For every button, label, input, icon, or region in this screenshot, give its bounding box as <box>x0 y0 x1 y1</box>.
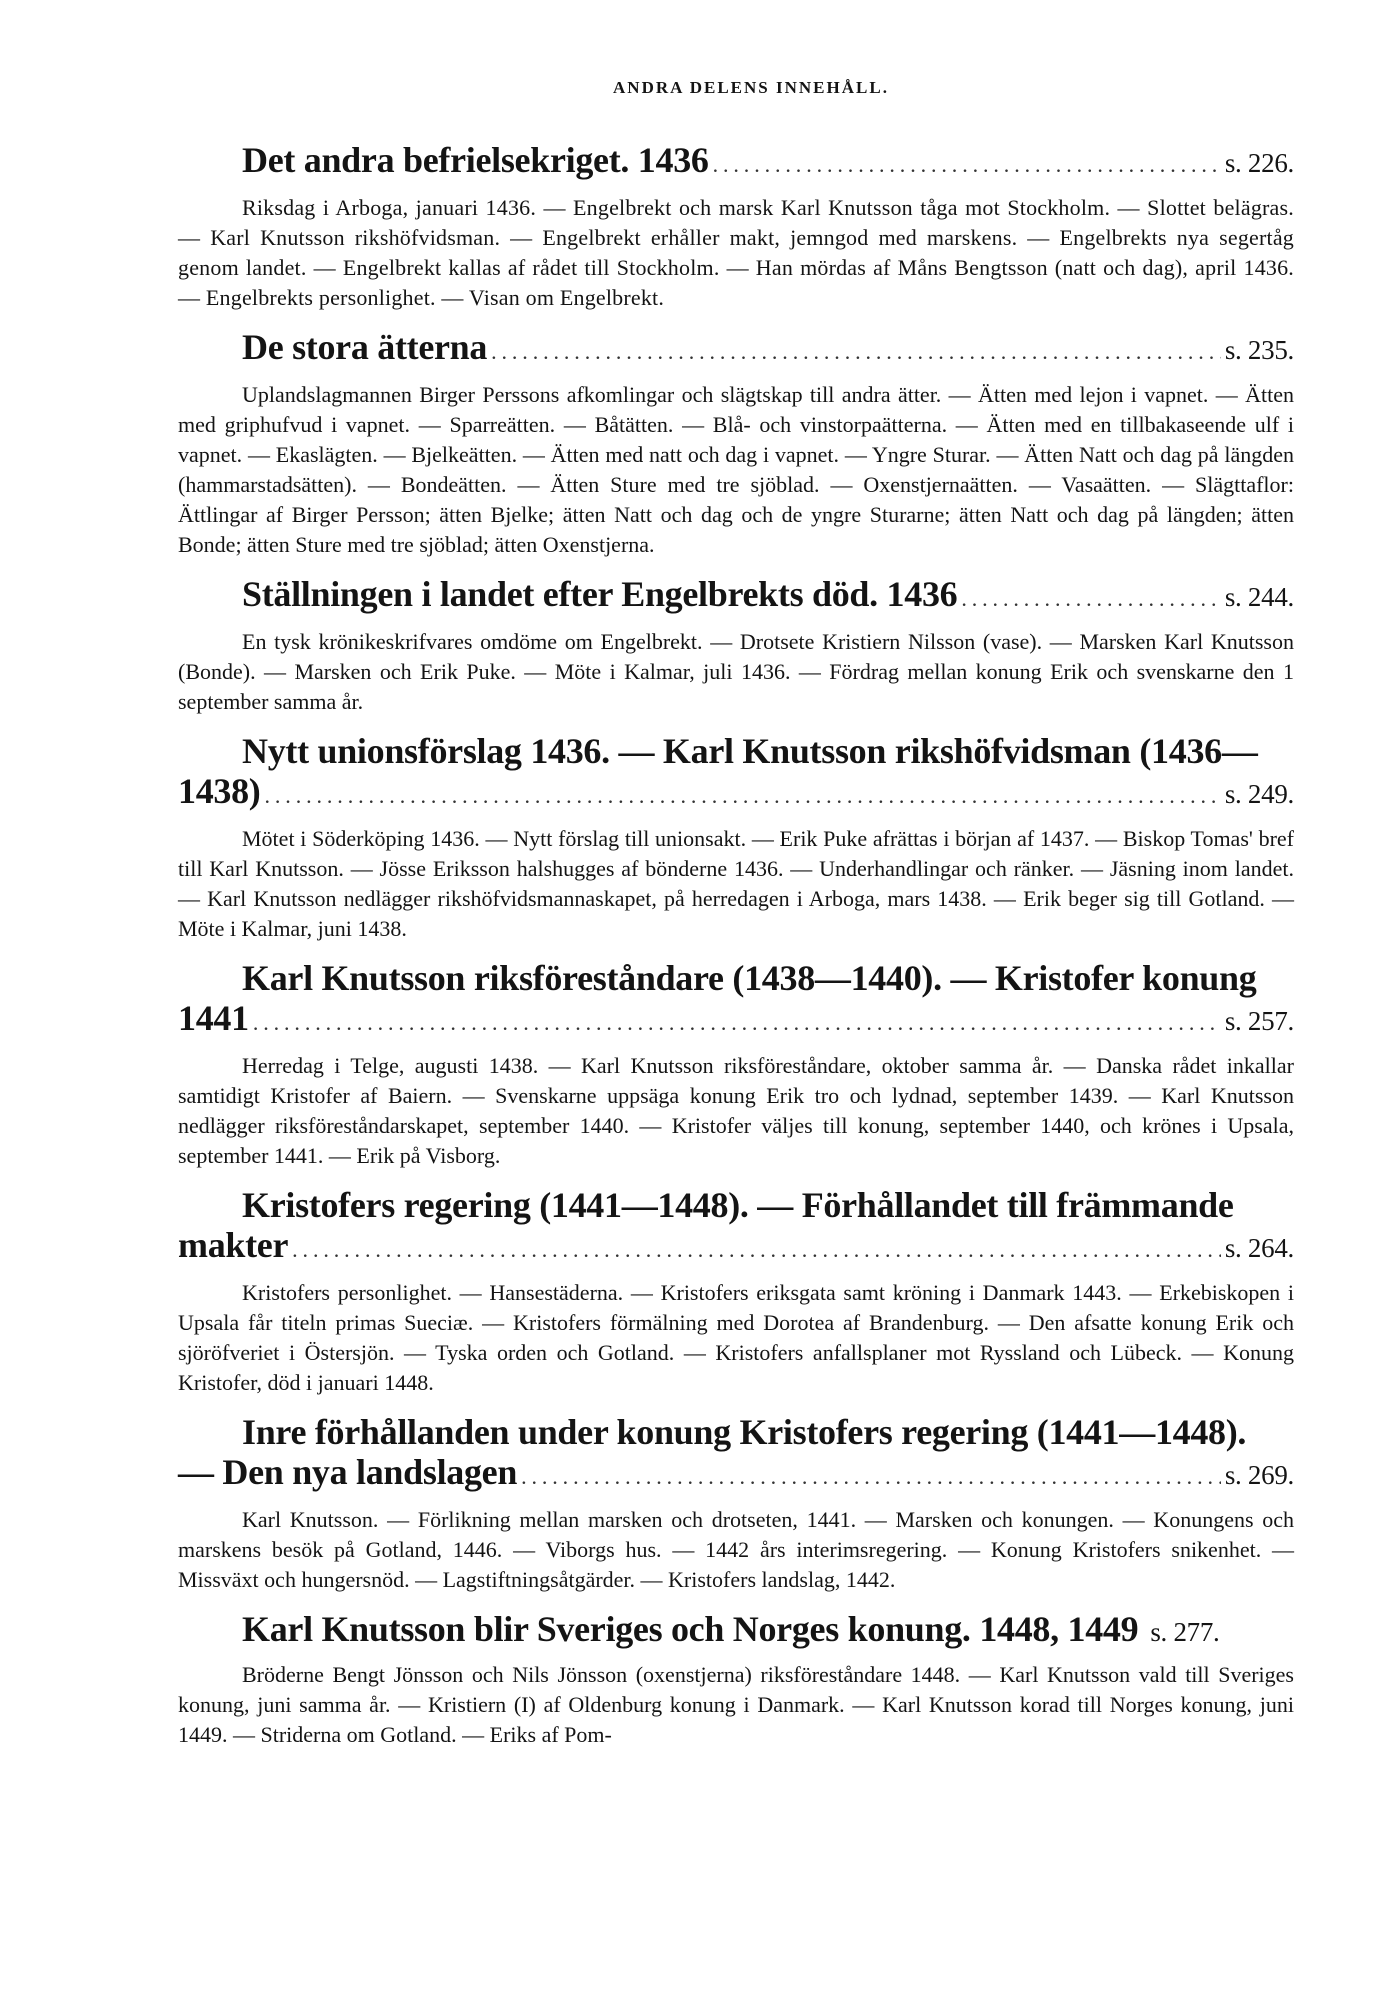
chapter-heading <box>178 1412 1294 1497</box>
page-reference: s. 244. <box>1224 582 1294 612</box>
chapter-summary: Mötet i Söderköping 1436. — Nytt förslag till unionsakt. — Erik Puke afrättas i början af 1437. — Biskop Tomas' bref till Karl Knutsson. — Jösse Eriksson halshugges af bönderne 1436. — Underhandlingar och ränker. — Jäsning inom landet. — Karl Knutsson nedlägger rikshöfvidsmannaskapet, på herredagen i Arboga, mars 1438. — Erik beger sig till Gotland. — Möte i Kalmar, juni 1438. <box>178 826 1294 941</box>
chapter-heading <box>178 574 1294 619</box>
chapter-entry <box>178 731 1294 944</box>
chapter-entry <box>178 1185 1294 1398</box>
chapter-heading <box>178 1609 1294 1652</box>
chapter-summary: Uplandslagmannen Birger Perssons afkomlingar och slägtskap till andra ätter. — Ätten med lejon i vapnet. — Ätten med griphufvud i vapnet. — Sparreätten. — Båtätten. — Blå- och vinstorpaätterna. — Ätten med en tillbakaseende ulf i vapnet. — Ekaslägten. — Bjelkeätten. — Ätten med natt och dag i vapnet. — Yngre Sturar. — Ätten Natt och dag på längden (hammarstadsätten). — Bondeätten. — Ätten Sture med tre sjöblad. — Oxenstjernaätten. — Vasaätten. — Slägttaflor: Ättlingar af Birger Persson; ätten Bjelke; ätten Natt och dag och de yngre Sturarne; ätten Natt och dag på längden; ätten Bonde; ätten Sture med tre sjöblad; ätten Oxenstjerna. <box>178 382 1294 557</box>
chapter-title-line-1: Kristofers regering (1441—1448). — Förhållandet till främmande <box>242 1185 1234 1225</box>
chapter-heading <box>178 1185 1294 1270</box>
chapter-title: Ställningen i landet efter Engelbrekts död. 1436 <box>242 574 958 614</box>
chapter-heading <box>178 958 1294 1043</box>
chapter-entry <box>178 958 1294 1171</box>
leader-dots <box>292 1230 1221 1270</box>
chapter-title-line-1: Karl Knutsson riksföreståndare (1438—1440). — Kristofer konung <box>242 958 1257 998</box>
running-head: ANDRA DELENS INNEHÅLL. <box>613 78 889 97</box>
chapter-title-line-2: 1438) <box>178 771 261 811</box>
page-reference: s. 277. <box>1150 1617 1220 1647</box>
page-reference: s. 226. <box>1224 148 1294 178</box>
chapter-title-line-2: makter <box>178 1225 289 1265</box>
leader-dots <box>961 579 1220 619</box>
chapter-entry <box>178 327 1294 560</box>
page-reference: s. 264. <box>1224 1233 1294 1263</box>
chapter-summary: Bröderne Bengt Jönsson och Nils Jönsson (oxenstjerna) riksföreståndare 1448. — Karl Knutsson vald till Sveriges konung, juni samma år. — Kristiern (I) af Oldenburg konung i Danmark. — Karl Knutsson korad till Norges konung, juni 1449. — Striderna om Gotland. — Eriks af Pom- <box>178 1662 1294 1747</box>
chapter-title-line-1: Inre förhållanden under konung Kristofers regering (1441—1448). <box>242 1412 1247 1452</box>
chapter-title: Karl Knutsson blir Sveriges och Norges konung. 1448, 1449 <box>242 1609 1139 1649</box>
chapter-entry <box>178 1609 1294 1750</box>
chapter-entry <box>178 140 1294 313</box>
chapter-summary: Herredag i Telge, augusti 1438. — Karl Knutsson riksföreståndare, oktober samma år. — Danska rådet inkallar samtidigt Kristofer af Baiern. — Svenskarne uppsäga konung Erik tro och lydnad, september 1439. — Karl Knutsson nedlägger riksföreståndarskapet, september 1440. — Kristofer väljes till konung, september 1440, och krönes i Upsala, september 1441. — Erik på Visborg. <box>178 1053 1294 1168</box>
leader-dots <box>265 776 1221 816</box>
chapter-summary: En tysk krönikeskrifvares omdöme om Engelbrekt. — Drotsete Kristiern Nilsson (vase). — Marsken Karl Knutsson (Bonde). — Marsken och Erik Puke. — Möte i Kalmar, juli 1436. — Fördrag mellan konung Erik och svenskarne den 1 september samma år. <box>178 629 1294 714</box>
chapter-entry <box>178 1412 1294 1595</box>
chapter-title: Det andra befrielsekriget. 1436 <box>242 140 709 180</box>
page-reference: s. 257. <box>1224 1006 1294 1036</box>
chapter-title: De stora ätterna <box>242 327 488 367</box>
leader-dots <box>253 1003 1221 1043</box>
page-reference: s. 249. <box>1224 779 1294 809</box>
chapter-title-line-2: 1441 <box>178 998 249 1038</box>
chapter-heading <box>178 327 1294 372</box>
chapter-title-line-2: — Den nya landslagen <box>178 1452 518 1492</box>
chapter-heading <box>178 140 1294 185</box>
chapter-title-line-1: Nytt unionsförslag 1436. — Karl Knutsson rikshöfvidsman (1436— <box>242 731 1258 771</box>
contents-page <box>178 78 1294 1764</box>
chapter-summary: Riksdag i Arboga, januari 1436. — Engelbrekt och marsk Karl Knutsson tåga mot Stockholm. — Slottet belägras. — Karl Knutsson rikshöfvidsman. — Engelbrekt erhåller makt, jemngod med marskens. — Engelbrekts nya segertåg genom landet. — Engelbrekt kallas af rådet till Stockholm. — Han mördas af Måns Bengtsson (natt och dag), april 1436. — Engelbrekts personlighet. — Visan om Engelbrekt. <box>178 195 1294 310</box>
chapter-entry <box>178 574 1294 717</box>
chapter-heading <box>178 731 1294 816</box>
page-reference: s. 235. <box>1224 335 1294 365</box>
page-reference: s. 269. <box>1224 1460 1294 1490</box>
leader-dots <box>521 1457 1221 1497</box>
leader-dots <box>491 332 1221 372</box>
leader-dots <box>713 145 1221 185</box>
chapter-summary: Karl Knutsson. — Förlikning mellan marsken och drotseten, 1441. — Marsken och konungen. — Konungens och marskens besök på Gotland, 1446. — Viborgs hus. — 1442 års interimsregering. — Konung Kristofers snikenhet. — Missväxt och hungersnöd. — Lagstiftningsåtgärder. — Kristofers landslag, 1442. <box>178 1507 1294 1592</box>
chapter-summary: Kristofers personlighet. — Hansestäderna. — Kristofers eriksgata samt kröning i Danmark 1443. — Erkebiskopen i Upsala får titeln primas Sueciæ. — Kristofers förmälning med Dorotea af Brandenburg. — Den afsatte konung Erik och sjöröfveriet i Östersjön. — Tyska orden och Gotland. — Kristofers anfallsplaner mot Ryssland och Lübeck. — Konung Kristofer, död i januari 1448. <box>178 1280 1294 1395</box>
